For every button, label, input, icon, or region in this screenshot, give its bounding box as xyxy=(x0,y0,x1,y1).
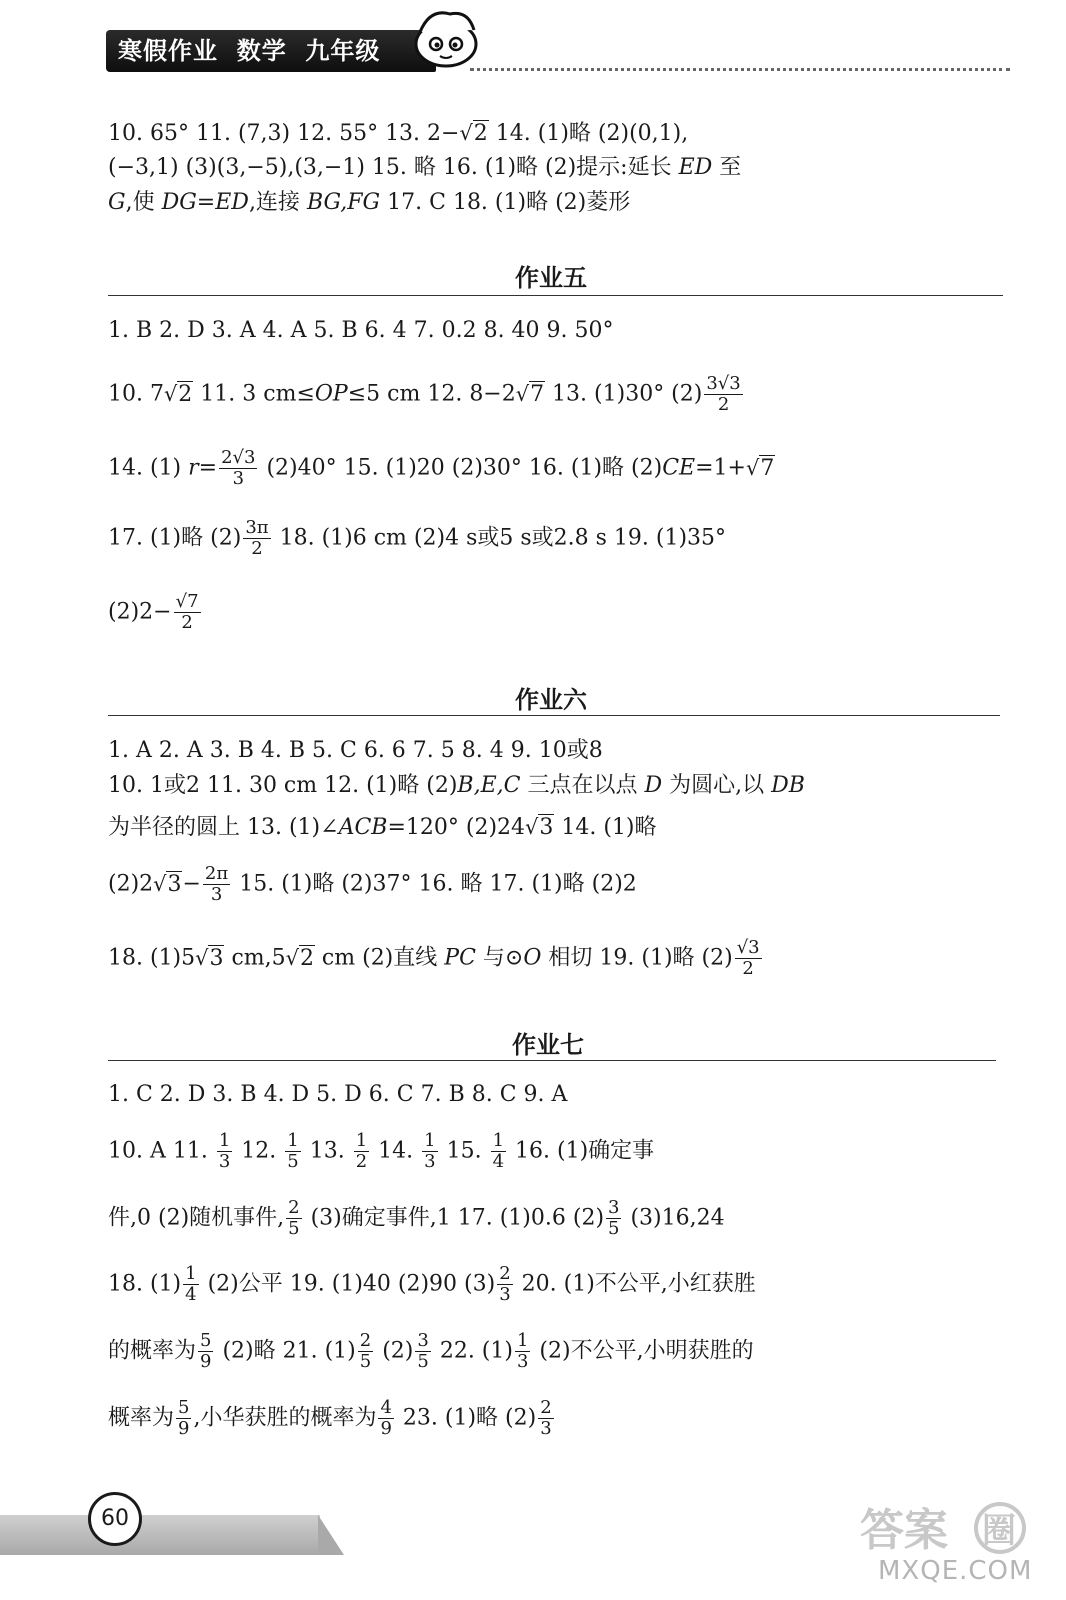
answer-text: 1. B 2. D 3. A 4. A 5. B 6. 4 7. 0.2 8. 40 9. 50° xyxy=(108,318,614,343)
sqrt: √7 xyxy=(515,381,545,407)
answer-text: 18. (1)5 xyxy=(108,945,196,971)
fraction-numerator: 3 xyxy=(608,1197,620,1218)
fraction-denominator: 5 xyxy=(359,1351,372,1372)
answer-line-5 xyxy=(108,374,745,415)
fraction-numerator: 2 xyxy=(359,1330,372,1351)
fraction xyxy=(704,374,742,415)
svg-text:圈: 圈 xyxy=(982,1511,1016,1551)
sqrt: √2 xyxy=(285,945,314,971)
fraction-denominator: 9 xyxy=(380,1418,392,1439)
fraction xyxy=(378,1398,393,1439)
fraction-denominator: 5 xyxy=(288,1218,300,1239)
fraction xyxy=(735,938,762,979)
section-rule-7 xyxy=(108,1060,996,1061)
answer-line-3 xyxy=(108,188,630,218)
section-title-6: 作业六 xyxy=(515,686,587,714)
fraction-numerator: 5 xyxy=(200,1330,212,1351)
answer-line-8 xyxy=(108,592,203,633)
answer-text: 15. xyxy=(439,1138,489,1164)
answer-line-9 xyxy=(108,736,603,766)
answer-line-14 xyxy=(108,1080,567,1110)
fraction-denominator: 2 xyxy=(181,612,193,633)
sqrt: √3 xyxy=(525,815,554,840)
answer-text: (3)16,24 xyxy=(623,1205,725,1231)
answer-math: r xyxy=(188,455,199,481)
fraction-denominator: 2 xyxy=(717,394,730,415)
answer-line-7 xyxy=(108,518,726,559)
footer-strip xyxy=(0,1515,320,1555)
page-number: 60 xyxy=(88,1492,142,1546)
fraction xyxy=(422,1131,437,1172)
sqrt: √3 xyxy=(195,945,224,971)
fraction-numerator: √3 xyxy=(736,937,760,958)
sqrt: √7 xyxy=(746,455,775,481)
answer-line-4 xyxy=(108,316,614,346)
answer-line-17 xyxy=(108,1264,756,1305)
answer-math: PC xyxy=(444,945,476,971)
section-title-5: 作业五 xyxy=(515,264,587,292)
answer-text: 18. (1) xyxy=(108,1271,182,1297)
section-title-7: 作业七 xyxy=(512,1031,584,1059)
answer-text: ,使 xyxy=(125,190,162,215)
fraction-denominator: 5 xyxy=(287,1151,299,1172)
answer-line-16 xyxy=(108,1198,725,1239)
answer-line-6 xyxy=(108,448,775,489)
answer-text: ≤5 cm 12. 8−2 xyxy=(347,381,516,407)
sqrt-radicand: 3 xyxy=(539,815,554,840)
fraction-denominator: 3 xyxy=(499,1284,511,1305)
answer-text: 10. 65° 11. (7,3) 12. 55° 13. 2− xyxy=(108,121,460,146)
answer-text: (2)2 xyxy=(108,871,154,897)
header-dotted-line xyxy=(470,68,1010,71)
answer-text: (2)40° 15. (1)20 (2)30° 16. (1)略 (2) xyxy=(259,455,663,481)
fraction-denominator: 9 xyxy=(178,1418,190,1439)
answer-text: 为圆心,以 xyxy=(662,773,772,798)
section-rule-6 xyxy=(108,715,1000,716)
answer-line-11 xyxy=(108,812,657,843)
answer-text: 10. A 11. xyxy=(108,1138,215,1164)
sqrt-radicand: 2 xyxy=(178,381,193,407)
answer-math: B,E,C xyxy=(457,773,521,798)
answer-math: ED xyxy=(678,155,713,180)
fraction-denominator: 4 xyxy=(492,1151,505,1172)
fraction-denominator: 4 xyxy=(185,1284,197,1305)
footer-arrow-shape xyxy=(318,1506,348,1556)
fraction-denominator: 2 xyxy=(355,1151,368,1172)
fraction-numerator: √7 xyxy=(175,591,199,612)
answer-text: 17. (1)略 (2) xyxy=(108,525,242,551)
fraction-numerator: 5 xyxy=(178,1397,190,1418)
fraction-denominator: 9 xyxy=(200,1351,212,1372)
fraction-numerator: 3 xyxy=(417,1330,429,1351)
answer-text: 17. C 18. (1)略 (2)菱形 xyxy=(380,190,631,215)
fraction-numerator: 3π xyxy=(245,517,269,538)
fraction xyxy=(174,592,201,633)
sqrt-radicand: 3 xyxy=(209,945,224,971)
fraction xyxy=(243,518,270,559)
answer-text: 10. 7 xyxy=(108,381,164,407)
fraction xyxy=(354,1131,369,1172)
fraction xyxy=(219,448,257,489)
answer-text: (2) xyxy=(375,1338,414,1364)
fraction xyxy=(203,864,230,905)
answer-text: − xyxy=(182,871,201,897)
fraction-numerator: 1 xyxy=(218,1130,231,1151)
answer-text: 14. (1)略 (2)(0,1), xyxy=(488,121,689,146)
answer-text: 的概率为 xyxy=(108,1338,197,1364)
answer-text: 22. (1) xyxy=(432,1338,513,1364)
answer-text: 至 xyxy=(712,155,742,180)
sqrt-radicand: 7 xyxy=(760,455,775,481)
fraction-denominator: 3 xyxy=(210,884,223,905)
answer-text: 13. (1)30° (2) xyxy=(545,381,703,407)
answer-line-10 xyxy=(108,771,805,801)
sqrt-radicand: 3 xyxy=(167,871,182,897)
fraction-numerator: 1 xyxy=(355,1130,368,1151)
answer-text: 1. C 2. D 3. B 4. D 5. D 6. C 7. B 8. C 9. A xyxy=(108,1082,568,1107)
answer-text: 16. (1)确定事 xyxy=(508,1138,655,1164)
fraction-numerator: 4 xyxy=(380,1397,392,1418)
answer-text: 14. (1)略 xyxy=(554,815,657,840)
fraction-numerator: 1 xyxy=(424,1130,436,1151)
sqrt-radicand: 2 xyxy=(473,121,488,146)
answer-math: CE xyxy=(662,455,696,481)
answer-line-13 xyxy=(108,938,764,979)
answer-text: cm,5 xyxy=(224,945,286,971)
answer-text: 20. (1)不公平,小红获胜 xyxy=(514,1271,756,1297)
answer-text: 件,0 (2)随机事件, xyxy=(108,1205,285,1231)
answer-text: 相切 19. (1)略 (2) xyxy=(541,945,733,971)
answer-line-12 xyxy=(108,864,637,905)
fraction xyxy=(515,1331,530,1372)
fraction-numerator: 1 xyxy=(516,1330,529,1351)
answer-text: (3)确定事件,1 17. (1)0.6 (2) xyxy=(303,1205,605,1231)
answer-text: 为半径的圆上 13. (1)∠ xyxy=(108,815,339,840)
fraction-denominator: 5 xyxy=(608,1218,620,1239)
answer-text: =1+ xyxy=(695,455,746,481)
fraction xyxy=(286,1198,301,1239)
fraction-denominator: 3 xyxy=(540,1418,552,1439)
answer-text: cm (2)直线 xyxy=(314,945,445,971)
fraction-denominator: 2 xyxy=(742,958,754,979)
answer-text: 15. (1)略 (2)37° 16. 略 17. (1)略 (2)2 xyxy=(232,871,637,897)
watermark-text: MXQE.COM xyxy=(878,1556,1033,1586)
answer-text: 12. xyxy=(234,1138,284,1164)
fraction-numerator: 2 xyxy=(499,1263,511,1284)
fraction-denominator: 3 xyxy=(516,1351,529,1372)
fraction-denominator: 2 xyxy=(251,538,263,559)
sqrt-radicand: 2 xyxy=(299,945,314,971)
fraction xyxy=(415,1331,430,1372)
fraction-numerator: 1 xyxy=(287,1130,299,1151)
answer-line-2 xyxy=(108,153,741,183)
answer-text: (−3,1) (3)(3,−5),(3,−1) 15. 略 16. (1)略 (2)提示:延长 xyxy=(108,155,679,180)
fraction-numerator: 1 xyxy=(492,1130,505,1151)
fraction-denominator: 3 xyxy=(424,1151,436,1172)
answer-text: ,连接 xyxy=(248,190,307,215)
fraction-numerator: 2π xyxy=(204,863,229,884)
fraction xyxy=(198,1331,213,1372)
fraction xyxy=(606,1198,621,1239)
fraction-numerator: 1 xyxy=(185,1263,197,1284)
fraction-denominator: 5 xyxy=(417,1351,429,1372)
fraction xyxy=(538,1398,553,1439)
answer-text: =120° (2)24 xyxy=(387,815,526,840)
svg-text:答案: 答案 xyxy=(860,1505,948,1556)
sqrt: √2 xyxy=(163,381,193,407)
answer-text: 14. xyxy=(371,1138,421,1164)
watermark-logo-icon xyxy=(840,1500,1040,1560)
answer-math: ACB xyxy=(338,815,388,840)
answer-text: 概率为 xyxy=(108,1405,175,1431)
fraction-denominator: 3 xyxy=(218,1151,231,1172)
sqrt-radicand: 7 xyxy=(530,381,545,407)
answer-text: (2)略 21. (1) xyxy=(215,1338,356,1364)
answer-text: 1. A 2. A 3. B 4. B 5. C 6. 6 7. 5 8. 4 9. 10或8 xyxy=(108,738,603,763)
answer-text: 18. (1)6 cm (2)4 s或5 s或2.8 s 19. (1)35° xyxy=(272,525,727,551)
answer-line-1 xyxy=(108,118,688,149)
answer-math: DG=ED xyxy=(161,190,249,215)
answer-text: 14. (1) xyxy=(108,455,189,481)
fraction-numerator: 2 xyxy=(540,1397,552,1418)
sqrt: √3 xyxy=(153,871,182,897)
answer-text: (2)2− xyxy=(108,599,172,625)
fraction xyxy=(285,1131,300,1172)
answer-math: OP xyxy=(314,381,348,407)
answer-text: ,小华获胜的概率为 xyxy=(193,1405,377,1431)
answer-math: BG,FG xyxy=(306,190,381,215)
mascot-icon xyxy=(410,4,482,70)
answer-line-19 xyxy=(108,1398,556,1439)
answer-line-18 xyxy=(108,1331,754,1372)
fraction xyxy=(358,1331,373,1372)
fraction-numerator: 3√3 xyxy=(706,373,741,394)
answer-text: (2)公平 19. (1)40 (2)90 (3) xyxy=(200,1271,496,1297)
fraction-numerator: 2 xyxy=(288,1197,300,1218)
fraction xyxy=(497,1264,512,1305)
fraction-denominator: 3 xyxy=(232,468,245,489)
answer-math: D xyxy=(644,773,663,798)
answer-text: 23. (1)略 (2) xyxy=(395,1405,537,1431)
answer-text: 三点在以点 xyxy=(520,773,645,798)
fraction xyxy=(491,1131,506,1172)
answer-text: 13. xyxy=(302,1138,352,1164)
fraction xyxy=(176,1398,191,1439)
fraction xyxy=(217,1131,232,1172)
answer-text: (2)不公平,小明获胜的 xyxy=(532,1338,754,1364)
fraction xyxy=(183,1264,198,1305)
answer-text: 11. 3 cm≤ xyxy=(193,381,315,407)
answer-line-15 xyxy=(108,1131,654,1172)
answer-text: = xyxy=(198,455,218,481)
sqrt: √2 xyxy=(459,121,488,146)
answer-math: DB xyxy=(771,773,805,798)
answer-text: 与⊙ xyxy=(475,945,524,971)
header-title: 寒假作业 数学 九年级 xyxy=(118,37,381,65)
answer-math: O xyxy=(523,945,542,971)
answer-math: G xyxy=(108,190,126,215)
section-rule-5 xyxy=(108,295,1003,296)
answer-text: 10. 1或2 11. 30 cm 12. (1)略 (2) xyxy=(108,773,458,798)
fraction-numerator: 2√3 xyxy=(221,447,256,468)
